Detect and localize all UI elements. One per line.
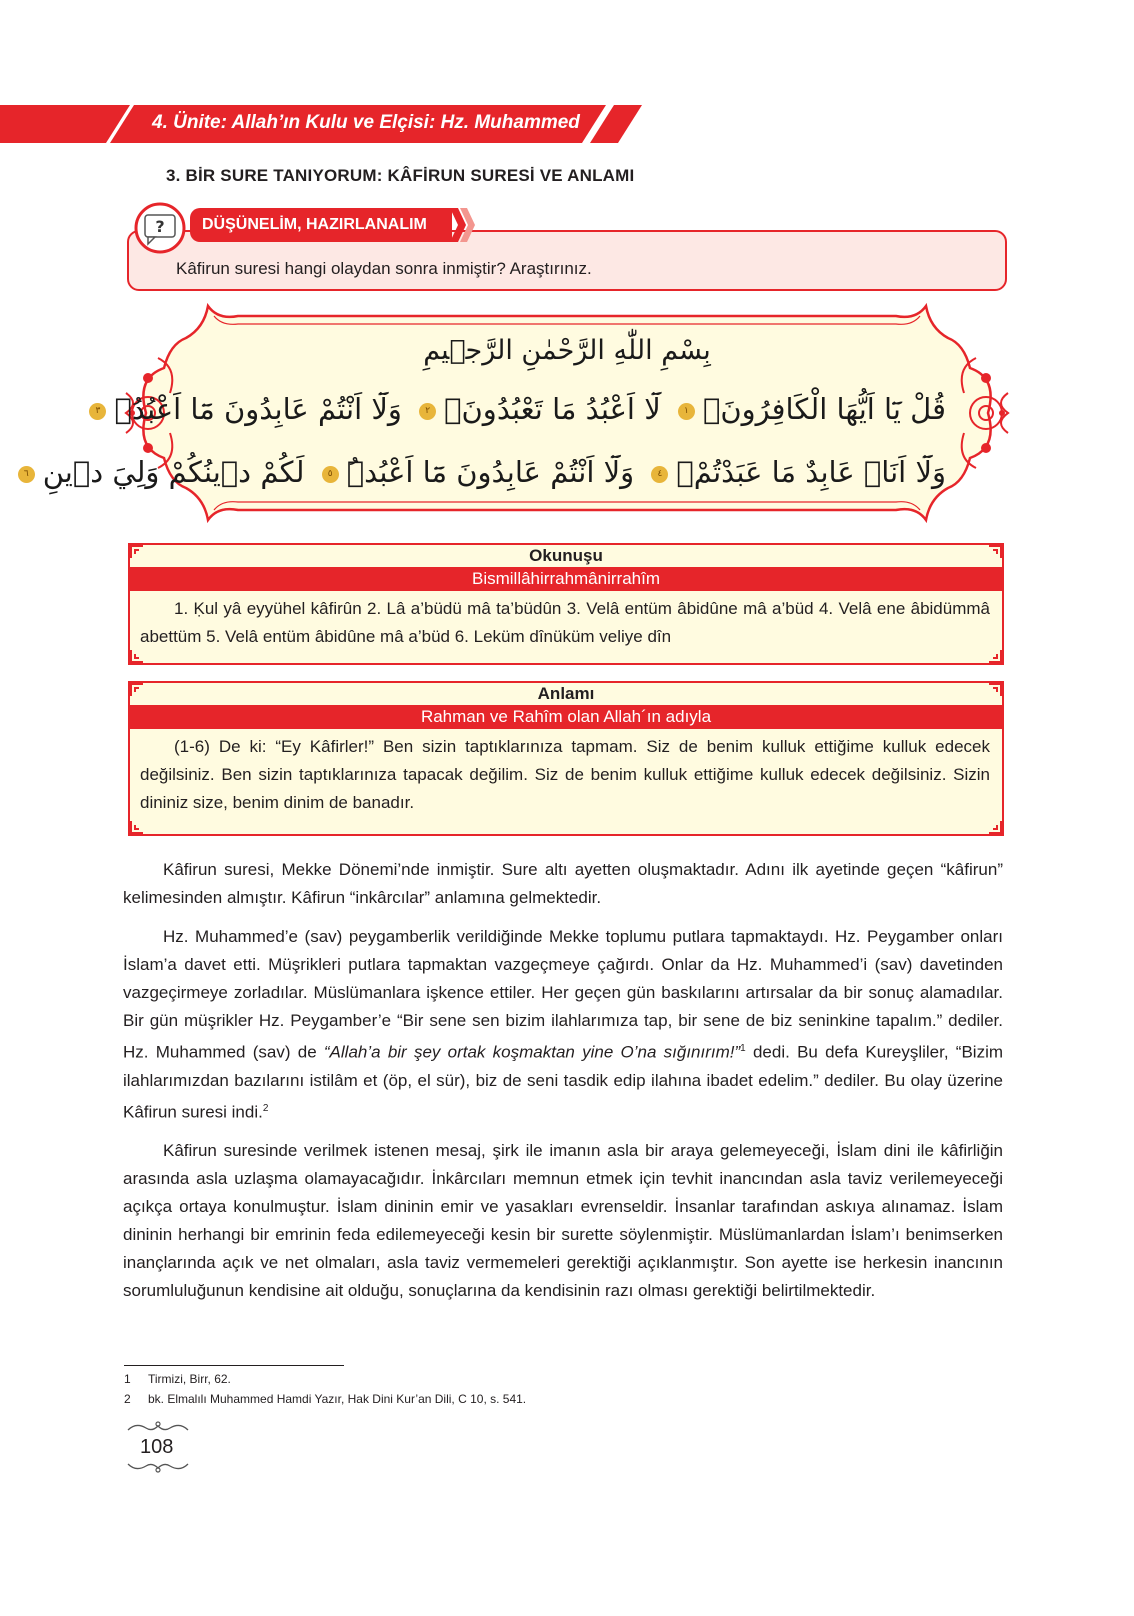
think-tab-label: DÜŞÜNELİM, HAZIRLANALIM [202,216,427,233]
quote: “Allah’a bir şey ortak koşmaktan yine O’na sığınırım!” [323,1042,741,1062]
anlami-text: (1-6) De ki: “Ey Kâfirler!” Ben sizin taptıklarınıza tapmam. Siz de benim kulluk ettiğime kulluk edecek değilsiniz. Ben sizin taptıklarınıza tapacak değilim. Siz de benim kulluk ettiğime kulluk edecek değilsiniz. Sizin dininiz size, benim dinim de banadır. [140,737,990,812]
question-mark: ? [155,217,165,236]
arabic-verse-4: وَلَٓا اَنَا۬ عَابِدٌ مَا عَبَدْتُمْۙ [676,455,946,489]
section-title: 3. BİR SURE TANIYORUM: KÂFİRUN SURESİ VE ANLAMI [166,166,635,185]
corner-ornament-icon [988,649,1002,663]
arabic-line-1 [81,392,946,426]
flourish-bottom-icon [126,1460,190,1474]
footnote-ref-2: 2 [262,1102,269,1114]
arabic-verse-3: وَلَٓا اَنْتُمْ عَابِدُونَ مَٓا اَعْبُدُۚ [114,392,402,426]
okunusu-text: 1. Ḳul yâ eyyühel kâfirûn 2. Lâ a’büdü mâ ta’büdûn 3. Velâ entüm âbidûne mâ a’büd 4. Velâ ene âbidümmâ abettüm 5. Velâ entüm âbidûne mâ a’büd 6. Leküm dînüküm veliye dîn [140,599,990,646]
corner-ornament-icon [130,649,144,663]
page-number: 108 [140,1436,174,1458]
arabic-verse-2: لَٓا اَعْبُدُ مَا تَعْبُدُونَۙ [444,392,661,426]
anlami-subtitle: Rahman ve Rahîm olan Allah´ın adıyla [130,705,1002,729]
flourish-top-icon [126,1420,190,1434]
corner-ornament-icon [130,820,144,834]
verse-number-2: ٢ [419,403,436,420]
verse-number-5: ٥ [322,466,339,483]
corner-ornament-icon [130,683,144,697]
footnote-2: 2 bk. Elmalılı Muhammed Hamdi Yazır, Hak Dini Kur’an Dili, C 10, s. 541. [124,1392,527,1406]
chevron-arrows-icon [450,208,480,242]
footnote-ref-1: 1 [740,1043,746,1054]
arabic-basmala: بِسْمِ اللّٰهِ الرَّحْمٰنِ الرَّج۪يمِ [423,335,711,366]
anlami-title: Anlamı [537,684,595,703]
corner-ornament-icon [988,820,1002,834]
arabic-verse-6: لَكُمْ د۪ينُكُمْ وَلِيَ د۪ينِ [42,455,305,489]
verse-number-1: ١ [678,403,695,420]
arabic-verse-1: قُلْ يَٓا اَيُّهَا الْكَافِرُونَۙ [702,392,946,426]
verse-number-4: ٤ [651,466,668,483]
paragraph-2: Hz. Muhammed’e (sav) peygamberlik verildiğinde Mekke toplumu putlara tapmaktaydı. Hz. Peygamber onları İslam’a davet etti. Müşrikleri putlara tapmaktan vazgeçmeye çağırdı. Onlar da Hz. Muhammed’i (sav) davetinden vazgeçirmeye zorladılar. Müslümanlara işkence ettiler. Her geçen gün baskılarını artırsalar da bir sonuç alamadılar. Bir gün müşrikler Hz. Peygamber’e “Bir sene sen bizim ilahlarımıza tap, bir sene de biz seninkine tapalım.” dediler. Hz. Muhammed (sav) de “Allah’a bir şey ortak koşmaktan yine O’na sığınırım!”$^1$ dedi. Bu defa Kureyşliler, “Bizim ilahlarımızdan bazılarını istilâm et (öp, el sür), biz de seni tasdik edip ilahına ibadet edelim.” dediler. Bu olay üzerine Kâfirun suresi indi.$^2$ [123,927,1004,1122]
think-question: Kâfirun suresi hangi olaydan sonra inmiştir? Araştırınız. [176,259,592,278]
paragraph-3: Kâfirun suresinde verilmek istenen mesaj, şirk ile imanın asla bir araya gelemeyeceği, İslam dini ile kâfirliğin arasında asla uzlaşma olamayacağıdır. İnkârcıları memnun etmek için tevhit inancından asla taviz verilemeyeceği açıkça ortaya konulmuştur. İslam dininin emir ve yasakları evrenseldir. İnsanlar tarafından askıya alınamaz. İslam dininin herhangi bir emrinin feda edilemeyeceği kesin bir surette söylenmiştir. Müslümanlardan İslam’ı benimserken inançlarında açık ve net olmaları, asla taviz vermemeleri gerektiği açıklanmıştır. Son ayette ise herkesin inancının sorumluluğunun kendisine ait olduğu, sonuçlarına da kendisinin razı olması gerektiği belirtilmektedir. [123,1141,1003,1301]
footnote-1: 1 Tirmizi, Birr, 62. [124,1372,231,1386]
okunusu-subtitle: Bismillâhirrahmânirrahîm [130,567,1002,591]
arabic-line-2 [10,455,946,489]
verse-number-6: ٦ [18,466,35,483]
body-text [123,856,1003,1316]
okunusu-box [128,543,1004,665]
question-bubble-icon [128,202,188,254]
okunusu-title: Okunuşu [529,546,603,565]
corner-ornament-icon [130,545,144,559]
verse-number-3: ٣ [89,403,106,420]
paragraph-1: Kâfirun suresi, Mekke Dönemi’nde inmiştir. Sure altı ayetten oluşmaktadır. Adını ilk ayetinde geçen “kâfirun” kelimesinden almıştır. Kâfirun “inkârcılar” anlamına gelmektedir. [123,860,1003,907]
anlami-box [128,681,1004,836]
footnote-divider [124,1365,344,1366]
unit-title: 4. Ünite: Allah’ın Kulu ve Elçisi: Hz. Muhammed [152,112,580,133]
corner-ornament-icon [988,545,1002,559]
corner-ornament-icon [988,683,1002,697]
arabic-verse-5: وَلَٓا اَنْتُمْ عَابِدُونَ مَٓا اَعْبُدُۜ [346,455,635,489]
